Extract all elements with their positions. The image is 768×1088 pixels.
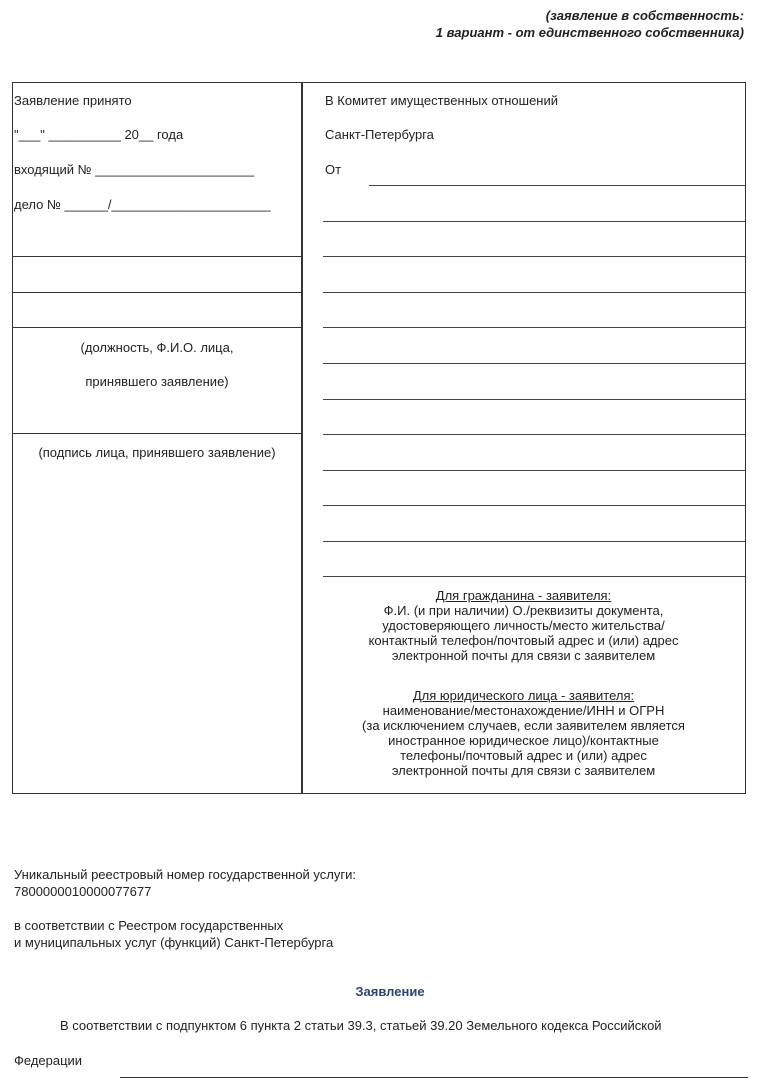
- statement-title: Заявление: [355, 984, 425, 999]
- legal-heading: Для юридического лица - заявителя:: [412, 688, 635, 703]
- applicant-fill-line[interactable]: [323, 576, 745, 577]
- applicant-fill-line[interactable]: [323, 470, 745, 471]
- legal-line: электронной почты для связи с заявителем: [391, 763, 656, 778]
- left-row-line: [12, 327, 302, 328]
- header-note: [436, 7, 744, 41]
- applicant-fill-line[interactable]: [323, 434, 745, 435]
- citizen-heading: Для гражданина - заявителя:: [435, 588, 612, 603]
- legal-line: иностранное юридическое лицо)/контактные: [388, 733, 659, 748]
- applicant-fill-line[interactable]: [323, 221, 745, 222]
- applicant-fill-line[interactable]: [323, 399, 745, 400]
- statement-fill-line[interactable]: [120, 1077, 748, 1078]
- registry-number: 7800000010000077677: [14, 884, 152, 899]
- header-note-line2: 1 вариант - от единственного собственника): [435, 25, 744, 40]
- left-row-line: [12, 256, 302, 257]
- registry-according-line1: в соответствии с Реестром государственных: [14, 918, 284, 933]
- date-field[interactable]: "___" __________ 20__ года: [14, 127, 184, 142]
- addressee-line1: В Комитет имущественных отношений: [325, 93, 559, 108]
- position-caption-line2: принявшего заявление): [85, 374, 229, 389]
- citizen-line: электронной почты для связи с заявителем: [391, 648, 656, 663]
- applicant-fill-line[interactable]: [323, 541, 745, 542]
- citizen-line: Ф.И. (и при наличии) О./реквизиты документа,: [383, 603, 664, 618]
- position-caption-line1: (должность, Ф.И.О. лица,: [80, 340, 234, 355]
- registry-block: [14, 866, 356, 900]
- applicant-fill-line[interactable]: [369, 185, 745, 186]
- applicant-fill-line[interactable]: [323, 505, 745, 506]
- addressee-line2: Санкт-Петербурга: [325, 127, 434, 142]
- header-note-line1: (заявление в собственность:: [545, 8, 744, 23]
- statement-federation: Федерации: [14, 1053, 83, 1068]
- registry-according-line2: и муниципальных услуг (функций) Санкт-Петербурга: [14, 935, 334, 950]
- legal-line: наименование/местонахождение/ИНН и ОГРН: [382, 703, 665, 718]
- applicant-fill-line[interactable]: [323, 363, 745, 364]
- registry-according-block: [14, 917, 333, 951]
- from-label: От: [325, 162, 342, 177]
- applicant-fill-line[interactable]: [323, 292, 745, 293]
- signature-caption: (подпись лица, принявшего заявление): [38, 445, 276, 460]
- legal-line: телефоны/почтовый адрес и (или) адрес: [400, 748, 647, 763]
- legal-applicant-info: [302, 688, 745, 778]
- left-row-line: [12, 433, 302, 434]
- case-number-field[interactable]: дело № ______/______________________: [14, 197, 271, 212]
- incoming-number-field[interactable]: входящий № ______________________: [14, 162, 255, 177]
- citizen-applicant-info: [302, 588, 745, 663]
- applicant-fill-line[interactable]: [323, 327, 745, 328]
- left-row-line: [12, 292, 302, 293]
- statement-paragraph: В соответствии с подпунктом 6 пункта 2 статьи 39.3, статьей 39.20 Земельного кодекса Российской: [60, 1018, 662, 1033]
- citizen-line: контактный телефон/почтовый адрес и (или) адрес: [368, 633, 679, 648]
- legal-line: (за исключением случаев, если заявителем является: [362, 718, 685, 733]
- citizen-line: удостоверяющего личность/место жительства/: [382, 618, 665, 633]
- accepted-label: Заявление принято: [14, 93, 132, 108]
- registry-label: Уникальный реестровый номер государственной услуги:: [14, 867, 356, 882]
- applicant-fill-line[interactable]: [323, 256, 745, 257]
